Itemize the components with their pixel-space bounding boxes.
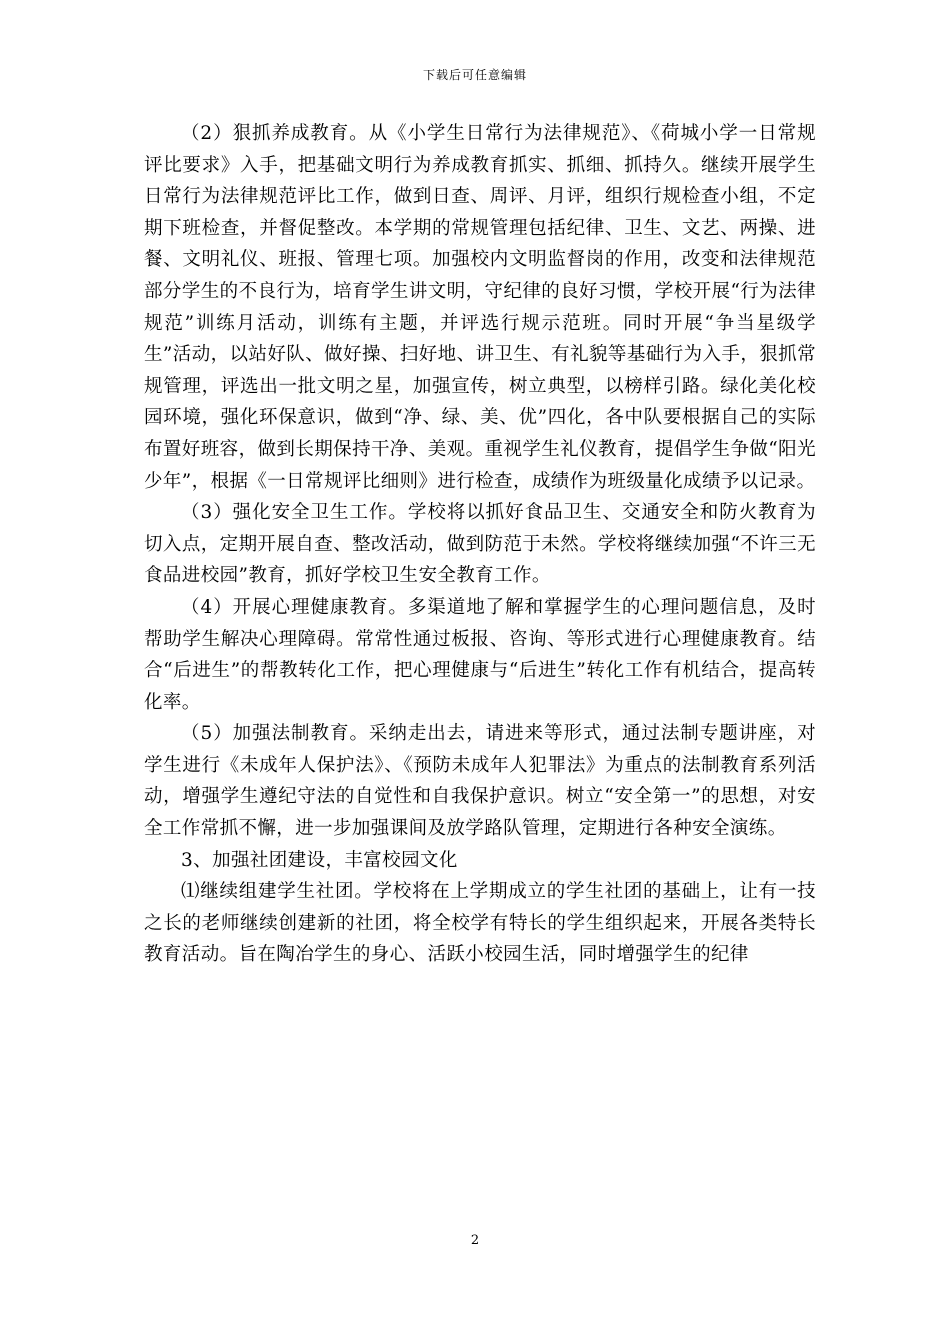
page-header: 下载后可任意编辑	[422, 68, 527, 82]
paragraph-behavior-education: （2）狠抓养成教育。从《小学生日常行为法律规范》、《荷城小学一日常规评比要求》入手，把基础文明行为养成教育抓实、抓细、抓持久。继续开展学生日常行为法律规范评比工作，做到日查、周评、月评，组织行规检查小组，不定期下班检查，并督促整改。本学期的常规管理包括纪律、卫生、文艺、两操、进餐、文明礼仪、班报、管理七项。加强校内文明监督岗的作用，改变和法律规范部分学生的不良行为，培育学生讲文明，守纪律的良好习惯，学校开展“行为法律规范”训练月活动，训练有主题，并评选行规示范班。同时开展“争当星级学生”活动，以站好队、做好操、扫好地、讲卫生、有礼貌等基础行为入手，狠抓常规管理，评选出一批文明之星，加强宣传，树立典型，以榜样引路。绿化美化校园环境，强化环保意识，做到“净、绿、美、优”四化，各中队要根据自己的实际布置好班容，做到长期保持干净、美观。重视学生礼仪教育，提倡学生争做“阳光少年”，根据《一日常规评比细则》进行检查，成绩作为班级量化成绩予以记录。	[144, 123, 816, 492]
document-body	[144, 118, 816, 971]
paragraph-mental-health: （4）开展心理健康教育。多渠道地了解和掌握学生的心理问题信息，及时帮助学生解决心理障碍。常常性通过板报、咨询、等形式进行心理健康教育。结合“后进生”的帮教转化工作，把心理健康与“后进生”转化工作有机结合，提高转化率。	[144, 596, 816, 713]
paragraph-safety-hygiene: （3）强化安全卫生工作。学校将以抓好食品卫生、交通安全和防火教育为切入点，定期开展自查、整改活动，做到防范于未然。学校将继续加强“不许三无食品进校园”教育，抓好学校卫生安全教育工作。	[144, 502, 816, 587]
section-heading-clubs: 3、加强社团建设，丰富校园文化	[181, 849, 458, 871]
paragraph-student-clubs: ⑴继续组建学生社团。学校将在上学期成立的学生社团的基础上，让有一技之长的老师继续创建新的社团，将全校学有特长的学生组织起来，开展各类特长教育活动。旨在陶冶学生的身心、活跃小校园生活，同时增强学生的纪律	[144, 881, 816, 966]
page-number: 2	[470, 1233, 480, 1248]
paragraph-legal-education: （5）加强法制教育。采纳走出去，请进来等形式，通过法制专题讲座，对学生进行《未成年人保护法》、《预防未成年人犯罪法》为重点的法制教育系列活动，增强学生遵纪守法的自觉性和自我保护意识。树立“安全第一”的思想，对安全工作常抓不懈，进一步加强课间及放学路队管理，定期进行各种安全演练。	[144, 723, 816, 840]
